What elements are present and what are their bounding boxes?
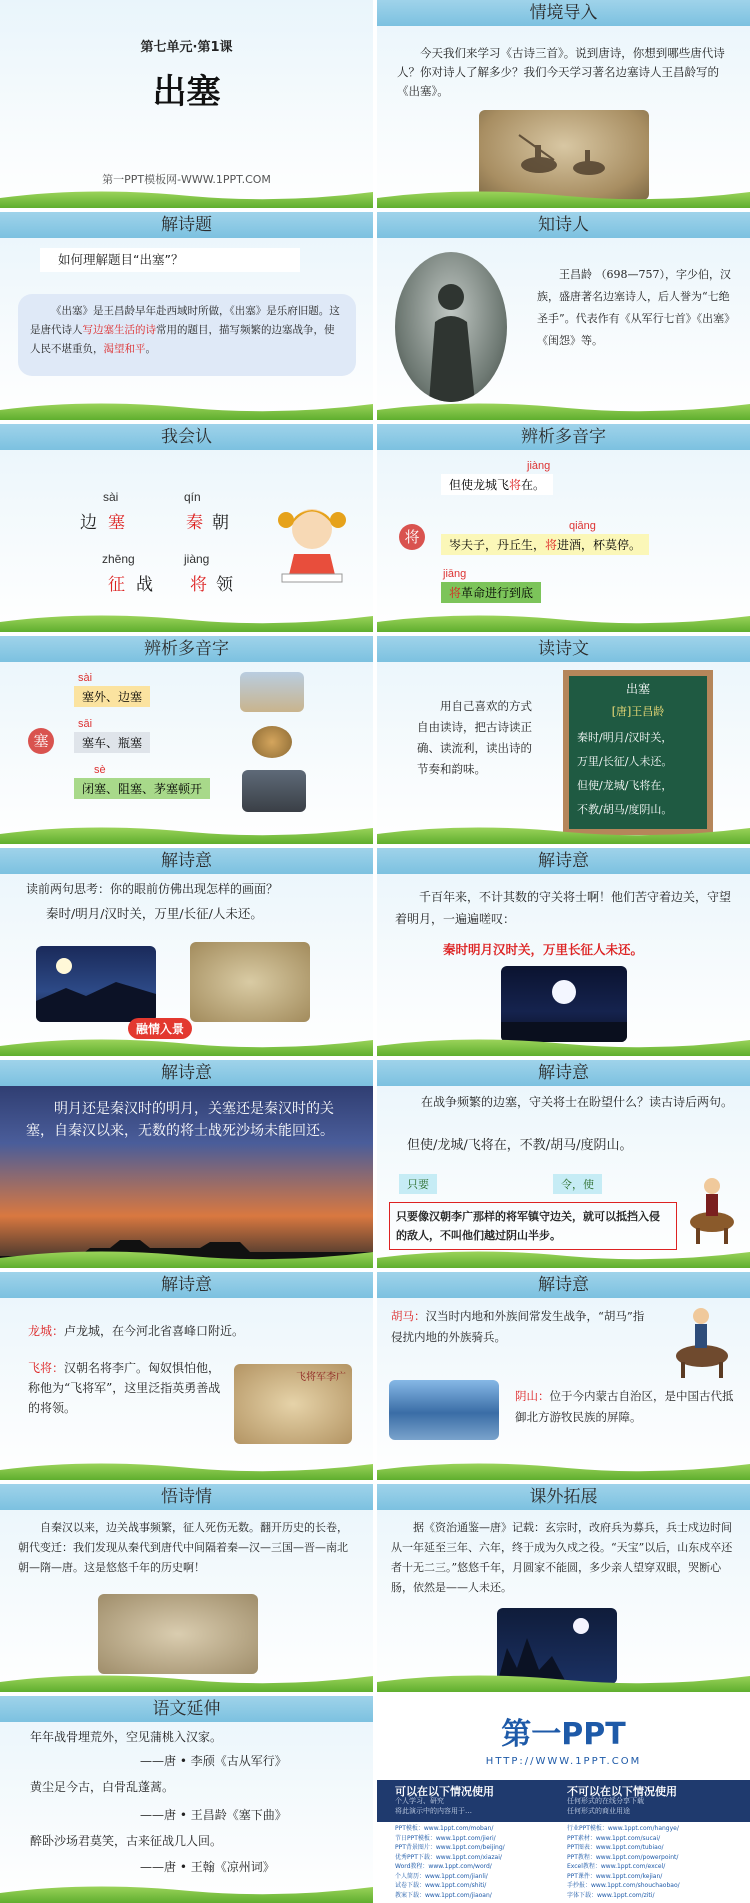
slide-meaning-3[interactable] <box>0 1060 373 1268</box>
pinyin: jiāng <box>443 568 467 580</box>
slide-header: 语文延伸 <box>0 1696 373 1722</box>
slide-header: 知诗人 <box>377 212 750 238</box>
grass-decoration <box>0 1670 373 1692</box>
traffic-jam-photo <box>242 770 306 812</box>
term-row <box>28 1322 244 1341</box>
meaning-question: 读前两句思考：你的眼前仿佛出现怎样的画面？ <box>26 882 279 896</box>
grass-decoration <box>377 1034 750 1056</box>
link-item[interactable]: PPT素材：www.1ppt.com/sucai/ <box>567 1834 661 1842</box>
link-item[interactable]: 字体下载：www.1ppt.com/ziti/ <box>567 1891 655 1899</box>
slide-extension[interactable] <box>377 1484 750 1692</box>
link-item[interactable]: PPT教程：www.1ppt.com/powerpoint/ <box>567 1853 679 1861</box>
title-question: 如何理解题目“出塞”？ <box>40 248 300 272</box>
meaning-highlight: 秦时明月汉时关，万里长征人未还。 <box>443 942 644 957</box>
poem-line: 秦时/明月/汉时关，万里/长征/人未还。 <box>46 906 263 921</box>
full-moon-photo <box>501 966 627 1042</box>
slide-header: 辨析多音字 <box>377 424 750 450</box>
slide-feeling[interactable] <box>0 1484 373 1692</box>
slide-polyphone-sai[interactable] <box>0 636 373 844</box>
slide-header: 读诗文 <box>377 636 750 662</box>
poet-bio: 王昌龄 （698—757），字少伯，汉族，盛唐著名边塞诗人，后人誉为“七绝圣手”。代表作有《从军行七首》《出塞》《闺怨》等。 <box>537 268 736 347</box>
slide-header: 解诗意 <box>377 848 750 874</box>
word-group: 塞车、瓶塞 <box>74 732 150 753</box>
polyphone-char: 将 <box>399 524 425 550</box>
example-text: 岑夫子，丹丘生， <box>449 538 546 552</box>
term-row <box>28 1358 228 1418</box>
word-char: 战 <box>136 575 153 595</box>
term-row <box>391 1306 651 1348</box>
cork-photo <box>252 726 292 758</box>
annotation-tag: 令，使 <box>553 1174 602 1194</box>
explain-part: 常用的题目，描写频繁的边塞战争，使人民不堪重负， <box>30 324 335 355</box>
slide-meaning-1[interactable] <box>0 848 373 1056</box>
grass-decoration <box>0 1881 373 1903</box>
word-char-highlight: 将 <box>190 575 207 595</box>
slide-polyphone-jiang[interactable] <box>377 424 750 632</box>
links-left <box>395 1824 505 1900</box>
explain-highlight: 渴望和平 <box>103 343 146 355</box>
grass-decoration <box>377 1670 750 1692</box>
meaning-question: 在战争频繁的边塞，守关将士在盼望什么？读古诗后两句。 <box>421 1095 734 1109</box>
cannot-title: 不可以在以下情况使用 <box>567 1785 677 1798</box>
slide-literature[interactable] <box>0 1696 373 1903</box>
link-item[interactable]: 手抄报：www.1ppt.com/shouchaobao/ <box>567 1882 680 1889</box>
pinyin: sāi <box>78 718 93 730</box>
polyphone-char: 塞 <box>28 728 54 754</box>
grass-decoration <box>377 398 750 420</box>
term-row <box>515 1386 739 1428</box>
link-item[interactable]: Word教程：www.1ppt.com/word/ <box>395 1863 492 1870</box>
link-item[interactable]: 优秀PPT下载：www.1ppt.com/xiazai/ <box>395 1853 502 1861</box>
poem-line: 但使/龙城/飞将在， <box>577 779 673 792</box>
slide-header: 解诗题 <box>0 212 373 238</box>
extension-text: 据《资治通鉴—唐》记载：玄宗时，改府兵为募兵，兵士戍边时间从一年延至三年、六年，终于成为久戍之役。“天宝”以后，山东戍卒还者十无二三。”悠悠千年，月圆家不能圆，多少亲人望穿双眼，哭断心肠，依然是——人未还。 <box>391 1521 733 1594</box>
word-char: 朝 <box>212 513 229 533</box>
grass-decoration <box>377 1458 750 1480</box>
word-char: 领 <box>216 575 233 595</box>
example-highlight: 将 <box>545 538 558 552</box>
intro-text: 今天我们来学习《古诗三首》。说到唐诗，你想到哪些唐代诗人？你对诗人了解多少？我们今天学习著名边塞诗人王昌龄写的《出塞》。 <box>397 46 725 98</box>
lesson-title: 出塞 <box>152 72 221 112</box>
meaning-text: 千百年来，不计其数的守关将士啊！他们苦守着边关，守望着明月，一遍遍嗟叹： <box>395 890 732 926</box>
example-text: 进酒，杯莫停。 <box>557 538 642 552</box>
grass-decoration <box>0 1458 373 1480</box>
example-text: 革命进行到底 <box>461 586 534 600</box>
link-item[interactable]: 试卷下载：www.1ppt.com/shiti/ <box>395 1882 487 1889</box>
army-painting <box>190 942 310 1022</box>
slide-header: 解诗意 <box>377 1060 750 1086</box>
example-line <box>441 534 649 555</box>
slide-header: 解诗意 <box>0 1272 373 1298</box>
example-text: 在。 <box>521 478 546 492</box>
slide-meaning-4[interactable] <box>377 1060 750 1268</box>
pinyin: qiāng <box>569 520 596 532</box>
slide-title-explain[interactable] <box>0 212 373 420</box>
archer-on-horse-icon <box>682 1168 742 1246</box>
meaning-text: 明月还是秦汉时的明月，关塞还是秦汉时的关塞，自秦汉以来，无数的将士战死沙场未能回还。 <box>26 1101 334 1139</box>
term-value: 位于今内蒙古自治区，是中国古代抵御北方游牧民族的屏障。 <box>515 1389 734 1424</box>
slide-header: 辨析多音字 <box>0 636 373 662</box>
term-key: 飞将： <box>28 1361 65 1375</box>
slide-meaning-2[interactable] <box>377 848 750 1056</box>
feeling-text: 自秦汉以来，边关战事频繁，征人死伤无数。翻开历史的长卷，朝代变迁：我们发现从秦代到唐代中间隔着秦—汉—三国—晋—南北朝—隋—唐。这是悠悠千年的历史啊！ <box>18 1521 348 1574</box>
poem-quote: 醉卧沙场君莫笑，古来征战几人回。 <box>30 1834 223 1848</box>
slide-read-poem[interactable] <box>377 636 750 844</box>
link-item[interactable]: 教案下载：www.1ppt.com/jiaoan/ <box>395 1891 492 1899</box>
grass-decoration <box>377 186 750 208</box>
slide-header: 课外拓展 <box>377 1484 750 1510</box>
usage-panel <box>377 1780 750 1903</box>
reading-girl-icon <box>272 494 352 589</box>
slide-header: 我会认 <box>0 424 373 450</box>
links-right <box>567 1824 680 1900</box>
word-group: 闭塞、阻塞、茅塞顿开 <box>74 778 210 799</box>
statue-icon <box>395 252 507 402</box>
slide-meaning-5[interactable] <box>0 1272 373 1480</box>
example-line <box>441 474 553 495</box>
can-title: 可以在以下情况使用 <box>395 1785 494 1798</box>
slide-header: 解诗意 <box>0 848 373 874</box>
pinyin: sài <box>103 490 119 504</box>
grass-decoration <box>377 822 750 844</box>
chalkboard <box>563 670 713 835</box>
pinyin: sè <box>94 764 106 776</box>
li-guang-painting <box>234 1364 352 1444</box>
slide-recognize[interactable] <box>0 424 373 632</box>
slide-header: 解诗意 <box>0 1060 373 1086</box>
battle-scroll-painting <box>98 1594 258 1674</box>
poem-line: 不教/胡马/度阴山。 <box>577 803 673 816</box>
link-item[interactable]: PPT模板：www.1ppt.com/moban/ <box>395 1825 494 1832</box>
can-item: 将此演示中的内容用于… <box>395 1807 472 1815</box>
poem-quote: 年年战骨埋荒外，空见蒲桃入汉家。 <box>30 1730 223 1744</box>
explain-part: 《出塞》是王昌龄早年赴西域时所做，《出塞》是乐府旧题。这是唐代诗人 <box>30 305 340 336</box>
grass-decoration <box>0 398 373 420</box>
grass-decoration <box>0 1246 373 1268</box>
example-line <box>441 582 541 603</box>
slide-header: 解诗意 <box>377 1272 750 1298</box>
moon-wall-photo <box>36 946 156 1022</box>
lesson-unit: 第七单元·第1课 <box>140 40 233 55</box>
slide-header: 悟诗情 <box>0 1484 373 1510</box>
site-credit: 第一PPT模板网-WWW.1PPT.COM <box>102 173 271 186</box>
scene-badge: 融情入景 <box>128 1018 192 1039</box>
example-text: 但使龙城飞 <box>449 478 510 492</box>
grass-decoration <box>0 1034 373 1056</box>
slide-header: 情境导入 <box>377 0 750 26</box>
pinyin: qín <box>184 490 201 504</box>
link-item[interactable]: 节日PPT模板：www.1ppt.com/jieri/ <box>395 1834 496 1842</box>
cannot-item: 任何形式的商业用途 <box>567 1807 630 1815</box>
poem-quote: 黄尘足今古，白骨乱蓬蒿。 <box>30 1780 175 1794</box>
grass-decoration <box>377 1246 750 1268</box>
explain-part: 。 <box>145 343 156 355</box>
example-highlight: 将 <box>509 478 522 492</box>
title-explanation <box>18 294 356 376</box>
poem-line: 但使/龙城/飞将在，不教/胡马/度阴山。 <box>407 1138 633 1153</box>
pinyin: jiàng <box>184 552 210 566</box>
moon-icon <box>36 946 156 1022</box>
word-group: 塞外、边塞 <box>74 686 150 707</box>
slide-cover[interactable] <box>0 0 373 208</box>
grass-decoration <box>0 822 373 844</box>
quote-source: ——唐 • 王昌龄《塞下曲》 <box>140 1808 287 1822</box>
word-char-highlight: 秦 <box>186 513 203 533</box>
word-char-highlight: 塞 <box>108 513 125 533</box>
poem-title: 出塞 <box>625 682 650 696</box>
term-value: 汉朝名将李广。匈奴惧怕他，称他为“飞将军”，这里泛指英勇善战的将领。 <box>28 1361 221 1415</box>
painting-caption: 飞将军李广 <box>296 1372 346 1383</box>
slide-intro[interactable] <box>377 0 750 208</box>
read-instruction: 用自己喜欢的方式自由读诗，把古诗读正确、读流利，读出诗的节奏和韵味。 <box>417 699 532 776</box>
pinyin: sài <box>78 672 93 684</box>
cannot-item: 任何形式的在线分享下载 <box>567 1797 644 1805</box>
link-item[interactable]: 行业PPT模板：www.1ppt.com/hangye/ <box>567 1825 679 1832</box>
slide-meaning-6[interactable] <box>377 1272 750 1480</box>
link-item[interactable]: PPT课件：www.1ppt.com/kejian/ <box>567 1872 663 1880</box>
can-item: 个人学习、研究 <box>395 1797 444 1805</box>
links-area <box>377 1822 750 1903</box>
slide-credits[interactable] <box>377 1696 750 1903</box>
poem-line: 万里/长征/人未还。 <box>577 755 673 768</box>
term-value: 卢龙城，在今河北省喜峰口附近。 <box>64 1324 245 1338</box>
poem-author: [唐]王昌龄 <box>611 705 665 718</box>
frontier-photo <box>240 672 304 712</box>
slide-poet[interactable] <box>377 212 750 420</box>
pinyin: jiàng <box>527 460 551 472</box>
poem-line: 秦时/明月/汉时关， <box>577 731 673 744</box>
brand-url[interactable]: HTTP://WWW.1PPT.COM <box>485 1756 642 1767</box>
yinshan-mountain-photo <box>389 1380 499 1440</box>
example-highlight: 将 <box>449 586 462 600</box>
link-item[interactable]: Excel教程：www.1ppt.com/excel/ <box>567 1863 666 1870</box>
brand-logo: 第一PPT <box>501 1717 626 1752</box>
word-char-highlight: 征 <box>108 575 125 595</box>
quote-source: ——唐 • 李颀《古从军行》 <box>140 1754 287 1768</box>
explain-highlight: 写边塞生活的诗 <box>82 324 156 336</box>
word-char: 边 <box>80 513 97 533</box>
link-item[interactable]: PPT图表：www.1ppt.com/tubiao/ <box>567 1844 664 1851</box>
term-value: 汉当时内地和外族间常发生战争，“胡马”指侵扰内地的外族骑兵。 <box>391 1309 645 1344</box>
grass-decoration <box>377 610 750 632</box>
quote-source: ——唐 • 王翰《凉州词》 <box>140 1860 275 1874</box>
grass-decoration <box>0 610 373 632</box>
moon-icon <box>501 966 627 1042</box>
grass-decoration <box>0 186 373 208</box>
horse-rider-icon <box>667 1300 737 1380</box>
link-item[interactable]: PPT背景图片：www.1ppt.com/beijing/ <box>395 1844 505 1851</box>
term-key: 龙城： <box>28 1324 65 1338</box>
poet-statue-photo <box>395 252 507 402</box>
term-key: 阴山： <box>515 1389 550 1403</box>
term-key: 胡马： <box>391 1309 426 1323</box>
meaning-answer: 只要像汉朝李广那样的将军镇守边关，就可以抵挡入侵的敌人，不叫他们越过阴山半步。 <box>389 1202 677 1250</box>
pinyin: zhēng <box>102 552 135 566</box>
link-item[interactable]: 个人简历：www.1ppt.com/jianli/ <box>395 1872 488 1880</box>
annotation-tag: 只要 <box>399 1174 437 1194</box>
